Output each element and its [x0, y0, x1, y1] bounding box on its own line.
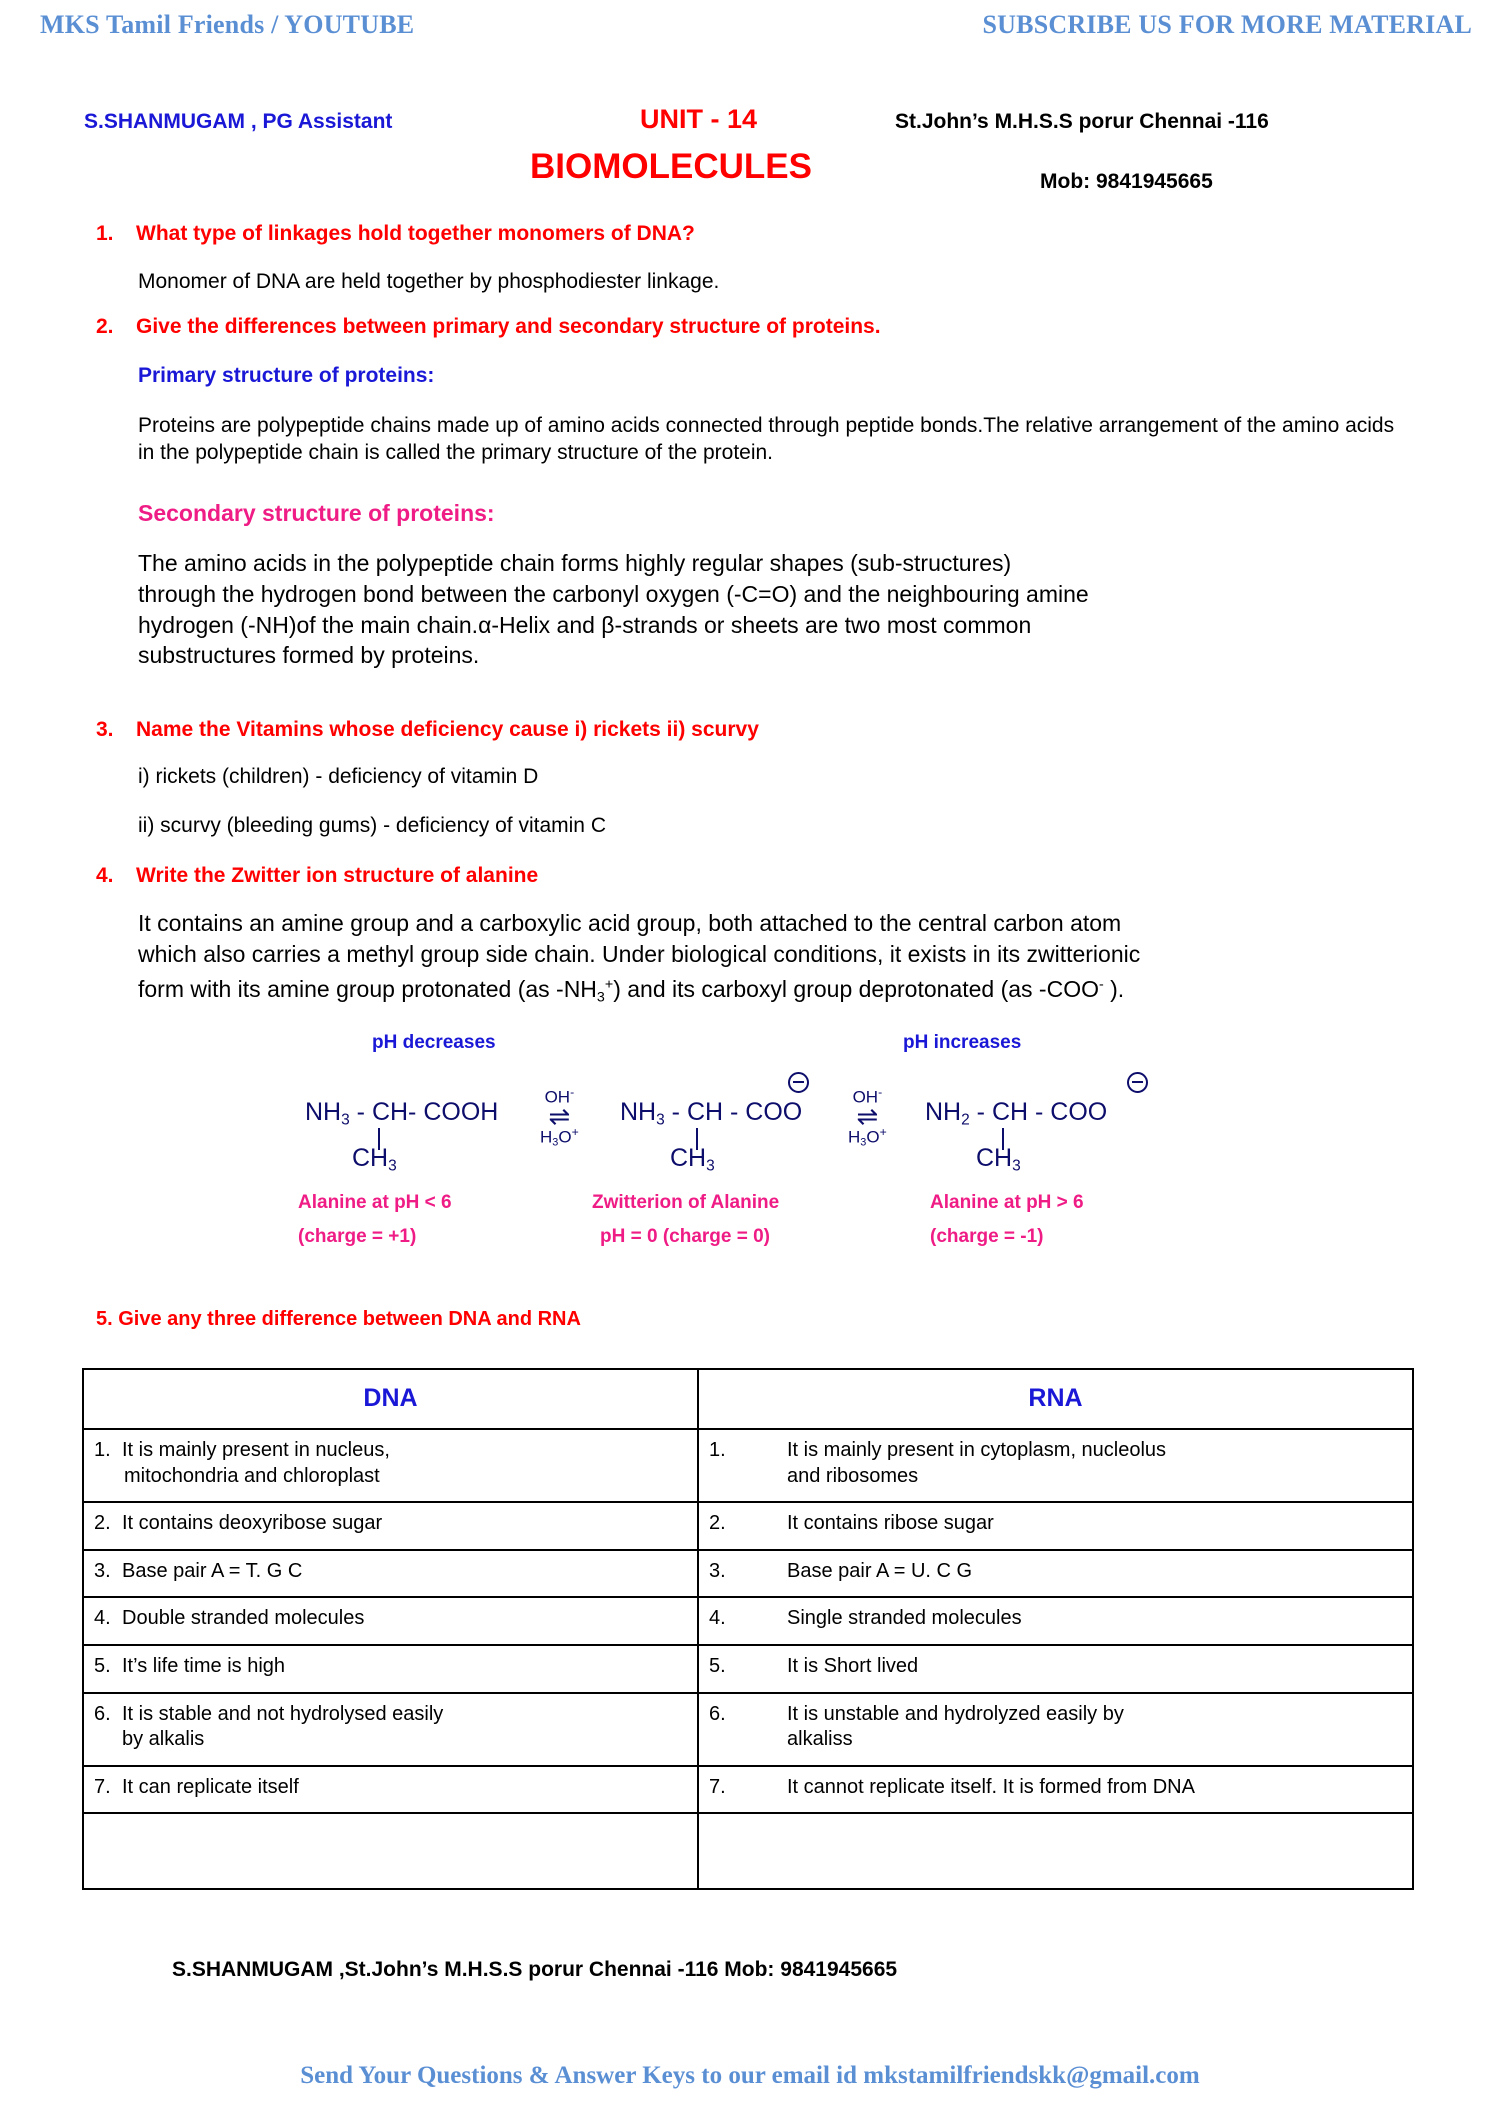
table-cell-rna: [698, 1597, 1413, 1645]
cell-text: It can replicate itself: [122, 1775, 299, 1798]
species-3-caption-line2: (charge = -1): [930, 1226, 1044, 1247]
species-1-side-chain: [352, 1144, 397, 1175]
row-number: 7.: [94, 1775, 111, 1798]
species-1-caption-line2: (charge = +1): [298, 1226, 417, 1247]
species-2-formula: [620, 1098, 802, 1129]
species-2-negative-charge-icon: [788, 1072, 809, 1093]
beta-symbol: β: [601, 611, 615, 638]
cell-text: It is mainly present in cytoplasm, nucleolus: [787, 1439, 1167, 1461]
table-row: [83, 1597, 1413, 1645]
ph-increases-label: pH increases: [903, 1032, 1022, 1053]
answer-4-line3-part-b: ) and its carboxyl group deprotonated (as -COO: [613, 975, 1099, 1002]
table-cell-spacer-dna: [83, 1813, 698, 1889]
nh3-subscript: 3: [596, 988, 605, 1005]
question-3: [96, 718, 759, 742]
species-2-caption-line1: Zwitterion of Alanine: [592, 1192, 780, 1213]
row-number: 1.: [94, 1439, 111, 1461]
cell-text: It is unstable and hydrolyzed easily by: [787, 1702, 1124, 1725]
table-cell-rna: [698, 1550, 1413, 1598]
answer-4-line3-part-c: ).: [1103, 975, 1125, 1002]
table-row: [83, 1693, 1413, 1766]
arrow-1-top-label: OH-: [544, 1085, 575, 1107]
arrow-1-bottom-label: $H_3O^+$: [540, 1125, 579, 1149]
header-author: S.SHANMUGAM , PG Assistant: [84, 110, 393, 133]
cell-text: Single stranded molecules: [787, 1607, 1022, 1630]
table-cell-dna: [83, 1693, 698, 1766]
species-3-negative-charge-icon: [1127, 1072, 1148, 1093]
row-number: 5.: [94, 1654, 111, 1677]
species-2-main-a: NH: [620, 1098, 657, 1126]
row-number: 2.: [94, 1512, 111, 1535]
species-3-side-chain: [976, 1144, 1021, 1175]
cell-text-2: mitochondria and chloroplast: [124, 1464, 380, 1487]
answer-3-line-1: i) rickets (children) - deficiency of vitamin D: [138, 765, 539, 788]
species-2-side-sub: 3: [706, 1157, 715, 1175]
arrow-2-top-label: OH-: [852, 1085, 883, 1107]
table-row: [83, 1429, 1413, 1502]
table-header-row: [83, 1369, 1413, 1429]
species-3-main-sub: 2: [961, 1111, 970, 1129]
table-cell-rna: [698, 1766, 1413, 1814]
table-cell-rna: [698, 1693, 1413, 1766]
question-2-number: 2.: [96, 315, 114, 338]
cell-text: Base pair A = T. G C: [122, 1559, 303, 1582]
table-row: [83, 1502, 1413, 1550]
secondary-structure-text: [138, 548, 1438, 671]
row-number: 4.: [94, 1607, 111, 1630]
arrow-2-bottom-label: $H_3O^+$: [848, 1125, 887, 1149]
cell-text: It is mainly present in nucleus,: [122, 1439, 390, 1461]
answer-1: Monomer of DNA are held together by phosphodiester linkage.: [138, 270, 720, 293]
species-3-main-a: NH: [925, 1098, 962, 1126]
question-3-text: Name the Vitamins whose deficiency cause i) rickets ii) scurvy: [136, 718, 759, 741]
coo-minus-superscript: -: [1098, 975, 1104, 992]
species-2-side-chain: [670, 1144, 715, 1175]
secondary-structure-heading: Secondary structure of proteins:: [138, 500, 495, 526]
ph-decreases-label: pH decreases: [372, 1032, 496, 1053]
table-row: [83, 1766, 1413, 1814]
row-number: 2.: [709, 1512, 726, 1535]
cell-text: It’s life time is high: [122, 1654, 286, 1677]
species-1-main-sub: 3: [341, 1111, 350, 1129]
equilibrium-arrow-2: [848, 1086, 887, 1149]
question-2: [96, 315, 881, 339]
answer-4-line-1: It contains an amine group and a carboxylic acid group, both attached to the central carbon atom: [138, 910, 1122, 936]
equilibrium-arrow-1: [540, 1086, 579, 1149]
cell-text: It is Short lived: [787, 1654, 919, 1677]
secondary-text-line-2: through the hydrogen bond between the carbonyl oxygen (-C=O) and the neighbouring amine: [138, 580, 1089, 607]
header-unit: UNIT - 14: [640, 104, 758, 134]
table-row: [83, 1550, 1413, 1598]
alpha-symbol: α: [478, 611, 492, 638]
table-cell-rna: [698, 1429, 1413, 1502]
species-3-side-sub: 3: [1012, 1157, 1021, 1175]
table-row-spacer: [83, 1813, 1413, 1889]
secondary-line3-part-a: hydrogen (-NH)of the main chain.: [138, 611, 479, 638]
top-banner: [0, 6, 1500, 52]
banner-subscribe-text: SUBSCRIBE US FOR MORE MATERIAL: [982, 10, 1472, 39]
table-cell-dna: [83, 1550, 698, 1598]
cell-text: It contains ribose sugar: [787, 1512, 994, 1535]
cell-text-2: alkaliss: [787, 1728, 853, 1751]
footer-signature: S.SHANMUGAM ,St.John’s M.H.S.S porur Chennai -116 Mob: 9841945665: [172, 1958, 898, 1981]
question-5-title: 5. Give any three difference between DNA and RNA: [96, 1308, 581, 1330]
species-3-main-b: - CH - COO: [969, 1098, 1108, 1126]
species-2-main-b: - CH - COO: [664, 1098, 803, 1126]
species-2-caption-line2: pH = 0 (charge = 0): [600, 1226, 771, 1247]
header-school: St.John’s M.H.S.S porur Chennai -116: [895, 110, 1269, 133]
species-2-side-text: CH: [670, 1144, 707, 1172]
question-3-number: 3.: [96, 718, 114, 741]
question-1: [96, 222, 695, 246]
species-1-side-sub: 3: [388, 1157, 397, 1175]
table-cell-dna: [83, 1645, 698, 1693]
cell-text: It cannot replicate itself. It is formed from DNA: [787, 1775, 1195, 1798]
question-1-number: 1.: [96, 222, 114, 245]
page-title: BIOMOLECULES: [530, 147, 812, 186]
header-mobile: Mob: 9841945665: [1040, 170, 1213, 193]
table-row: [83, 1645, 1413, 1693]
nh3-plus-superscript: +: [604, 975, 614, 992]
answer-3-line-2: ii) scurvy (bleeding gums) - deficiency of vitamin C: [138, 814, 606, 837]
banner-channel-name: MKS Tamil Friends / YOUTUBE: [40, 10, 415, 39]
answer-4: [138, 908, 1428, 1007]
secondary-line3-part-b: -Helix and: [491, 611, 602, 638]
row-number: 6.: [709, 1702, 726, 1725]
question-4: [96, 864, 538, 888]
answer-4-line-3: [138, 974, 1428, 1007]
table-cell-dna: [83, 1766, 698, 1814]
cell-text: It is stable and not hydrolysed easily: [122, 1702, 444, 1725]
answer-4-line-2: which also carries a methyl group side chain. Under biological conditions, it exists in its zwitterionic: [138, 940, 1141, 967]
question-4-text: Write the Zwitter ion structure of alanine: [136, 864, 539, 887]
question-1-text: What type of linkages hold together monomers of DNA?: [136, 222, 695, 245]
table-cell-rna: [698, 1645, 1413, 1693]
species-1-main-a: NH: [305, 1098, 342, 1126]
cell-text: Base pair A = U. C G: [787, 1559, 973, 1582]
species-1-side-text: CH: [352, 1144, 389, 1172]
row-number: 5.: [709, 1654, 726, 1677]
table-cell-spacer-rna: [698, 1813, 1413, 1889]
species-2-main-sub: 3: [656, 1111, 665, 1129]
primary-structure-heading: Primary structure of proteins:: [138, 364, 435, 387]
species-3-side-text: CH: [976, 1144, 1013, 1172]
cell-text: Double stranded molecules: [122, 1607, 365, 1630]
table-cell-rna: [698, 1502, 1413, 1550]
arrow-2-symbol: ⇌: [856, 1100, 879, 1131]
question-2-text: Give the differences between primary and secondary structure of proteins.: [136, 315, 881, 338]
species-3-formula: [925, 1098, 1107, 1129]
cell-text: It contains deoxyribose sugar: [122, 1512, 383, 1535]
dna-rna-table: [82, 1368, 1414, 1890]
table-cell-dna: [83, 1429, 698, 1502]
table-header-dna: DNA: [83, 1369, 698, 1429]
arrow-1-symbol: ⇌: [548, 1100, 571, 1131]
secondary-line3-part-c: -strands or sheets are two most common: [614, 611, 1032, 638]
species-3-caption-line1: Alanine at pH > 6: [930, 1192, 1084, 1213]
cell-text-2: by alkalis: [122, 1728, 205, 1751]
row-number: 6.: [94, 1702, 111, 1725]
row-number: 1.: [709, 1439, 726, 1461]
footer-email: Send Your Questions & Answer Keys to our email id mkstamilfriendskk@gmail.com: [300, 2062, 1200, 2089]
primary-structure-text: Proteins are polypeptide chains made up of amino acids connected through peptide bonds.The relative arrangement of the amino acids in the polypeptide chain is called the primary structure of the protein.: [138, 414, 1395, 465]
secondary-text-line-3: [138, 610, 1438, 641]
species-1-formula: [305, 1098, 498, 1129]
cell-text-2: and ribosomes: [787, 1464, 919, 1487]
question-4-number: 4.: [96, 864, 114, 887]
species-1-main-b: - CH- COOH: [349, 1098, 499, 1126]
table-cell-dna: [83, 1597, 698, 1645]
answer-4-line3-part-a: form with its amine group protonated (as -NH: [138, 975, 597, 1002]
row-number: 4.: [709, 1607, 726, 1630]
species-1-caption-line1: Alanine at pH < 6: [298, 1192, 452, 1213]
table-cell-dna: [83, 1502, 698, 1550]
row-number: 3.: [709, 1559, 726, 1582]
secondary-text-line-4: substructures formed by proteins.: [138, 642, 480, 669]
secondary-text-line-1: The amino acids in the polypeptide chain forms highly regular shapes (sub-structures): [138, 550, 1012, 576]
row-number: 7.: [709, 1775, 726, 1798]
row-number: 3.: [94, 1559, 111, 1582]
table-header-rna: RNA: [698, 1369, 1413, 1429]
